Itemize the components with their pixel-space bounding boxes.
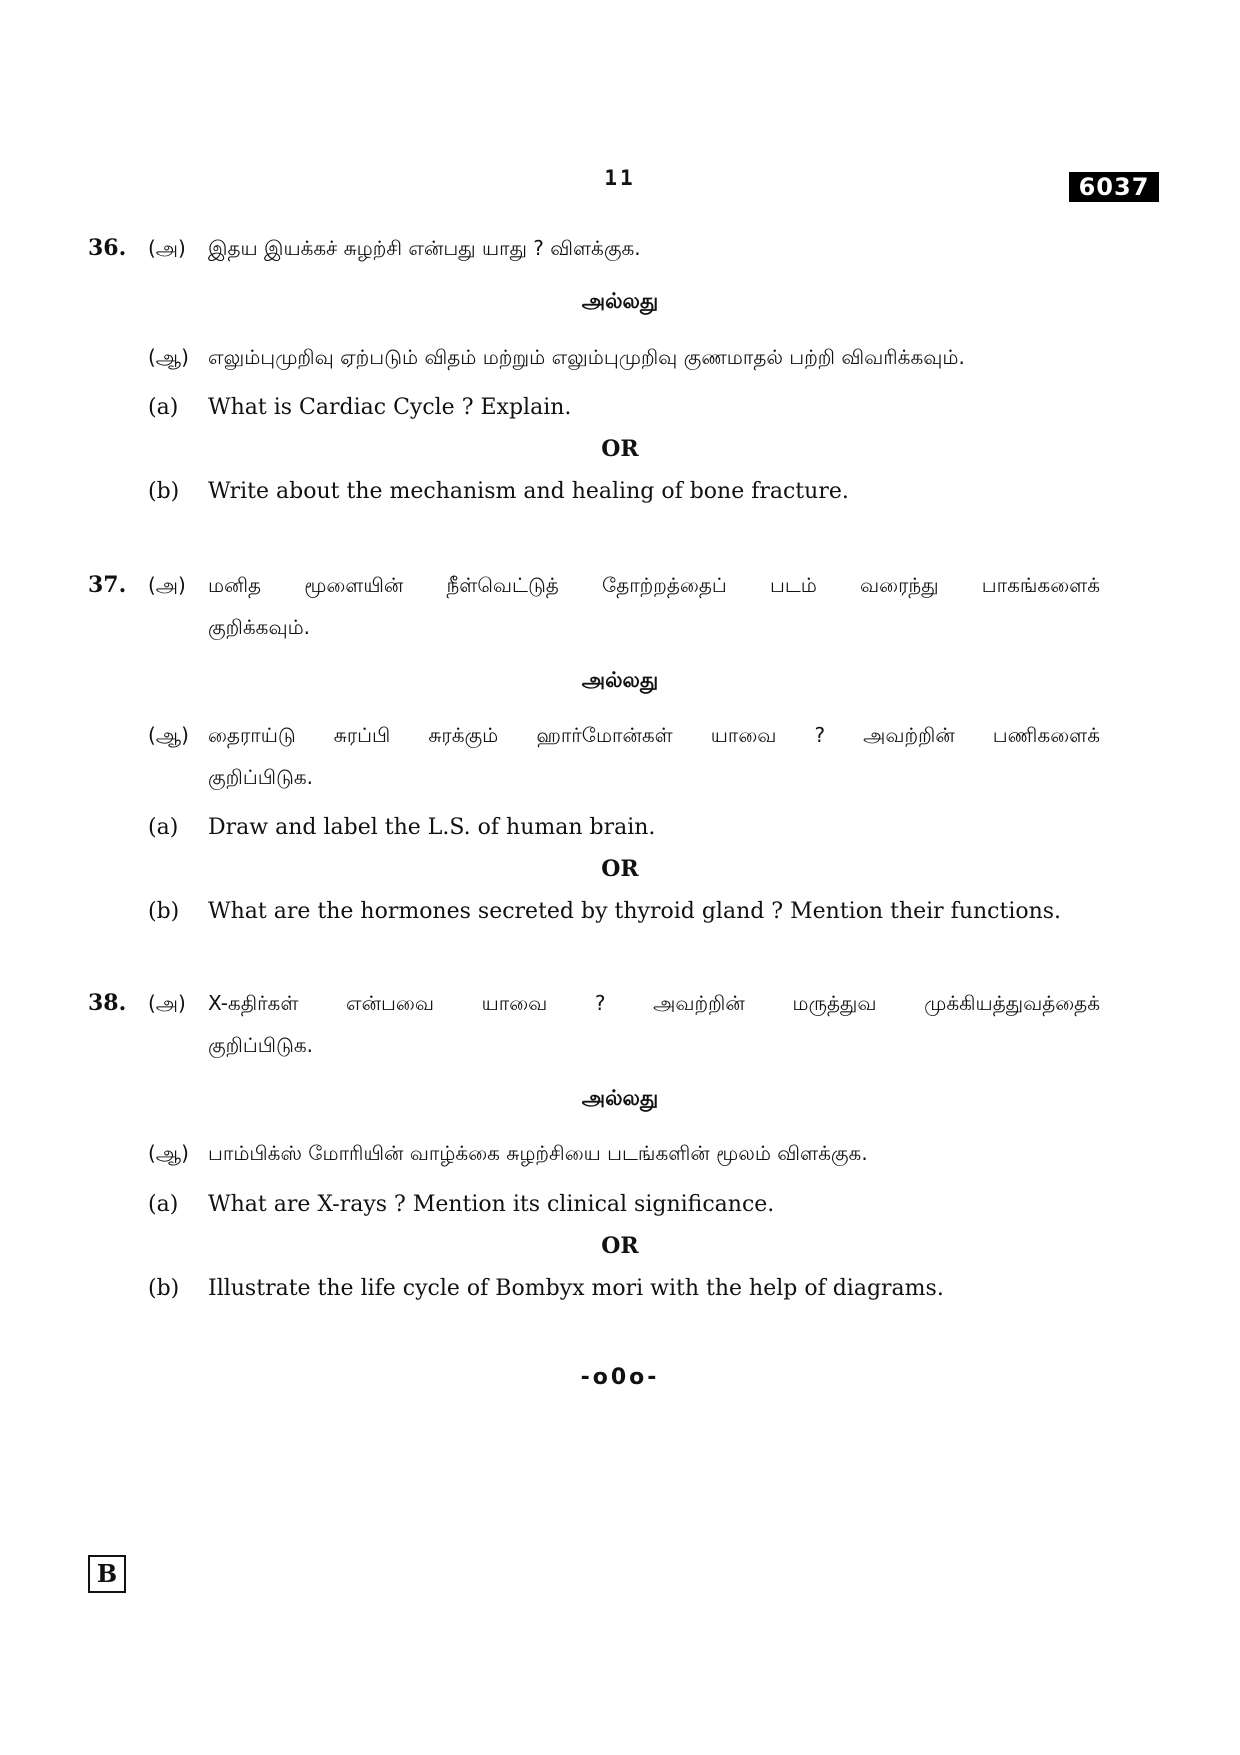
question-text-a: What is Cardiac Cycle ? Explain. xyxy=(208,395,572,420)
option-marker-b: (b) xyxy=(148,899,180,924)
option-marker-a: (a) xyxy=(148,1192,179,1217)
or-divider-tamil: அல்லது xyxy=(581,668,659,692)
option-marker-b: (b) xyxy=(148,479,180,504)
option-marker-a: (a) xyxy=(148,815,179,840)
question-text-b: Write about the mechanism and healing of bone fracture. xyxy=(208,479,849,504)
question-text-tamil-b: எலும்புமுறிவு ஏற்படும் விதம் மற்றும் எலும்புமுறிவு குணமாதல் பற்றி விவரிக்கவும். xyxy=(208,345,965,369)
paper-code-badge: 6037 xyxy=(1069,172,1159,202)
question-text-b: What are the hormones secreted by thyroid gland ? Mention their functions. xyxy=(208,899,1062,924)
question-text-tamil-b: பாம்பிக்ஸ் மோரியின் வாழ்க்கை சுழற்சியை படங்களின் மூலம் விளக்குக. xyxy=(208,1141,868,1165)
question-text-tamil-a: இதய இயக்கச் சுழற்சி என்பது யாது ? விளக்குக. xyxy=(208,236,641,260)
question-text-b: Illustrate the life cycle of Bombyx mori with the help of diagrams. xyxy=(208,1276,944,1301)
question-text-a: What are X-rays ? Mention its clinical significance. xyxy=(208,1192,775,1217)
or-divider-tamil: அல்லது xyxy=(581,289,659,313)
question-text-a: Draw and label the L.S. of human brain. xyxy=(208,815,656,840)
option-marker-tamil-a: (அ) xyxy=(148,991,186,1015)
series-code-box: B xyxy=(88,1555,126,1593)
question-number: 38. xyxy=(88,990,127,1016)
option-marker-b: (b) xyxy=(148,1276,180,1301)
page-number: 11 xyxy=(604,166,636,190)
or-divider-tamil: அல்லது xyxy=(581,1086,659,1110)
option-marker-tamil-b: (ஆ) xyxy=(148,1141,189,1165)
or-divider: OR xyxy=(601,436,639,462)
question-number: 36. xyxy=(88,235,127,261)
question-number: 37. xyxy=(88,572,127,598)
or-divider: OR xyxy=(601,856,639,882)
option-marker-tamil-b: (ஆ) xyxy=(148,723,189,747)
option-marker-tamil-a: (அ) xyxy=(148,573,186,597)
question-text-tamil-a-line-2: குறிக்கவும். xyxy=(208,615,311,639)
or-divider: OR xyxy=(601,1233,639,1259)
question-text-tamil-b-line-1: தைராய்டு சுரப்பி சுரக்கும் ஹார்மோன்கள் யாவை ? அவற்றின் பணிகளைக் xyxy=(208,723,1100,747)
question-text-tamil-a-line-1: X-கதிர்கள் என்பவை யாவை ? அவற்றின் மருத்துவ முக்கியத்துவத்தைக் xyxy=(208,991,1100,1015)
option-marker-tamil-b: (ஆ) xyxy=(148,345,189,369)
option-marker-tamil-a: (அ) xyxy=(148,236,186,260)
end-of-paper-mark: -o0o- xyxy=(580,1365,660,1390)
question-text-tamil-a-line-2: குறிப்பிடுக. xyxy=(208,1033,313,1057)
question-text-tamil-b-line-2: குறிப்பிடுக. xyxy=(208,765,313,789)
option-marker-a: (a) xyxy=(148,395,179,420)
question-text-tamil-a-line-1: மனித மூளையின் நீள்வெட்டுத் தோற்றத்தைப் படம் வரைந்து பாகங்களைக் xyxy=(208,573,1100,597)
